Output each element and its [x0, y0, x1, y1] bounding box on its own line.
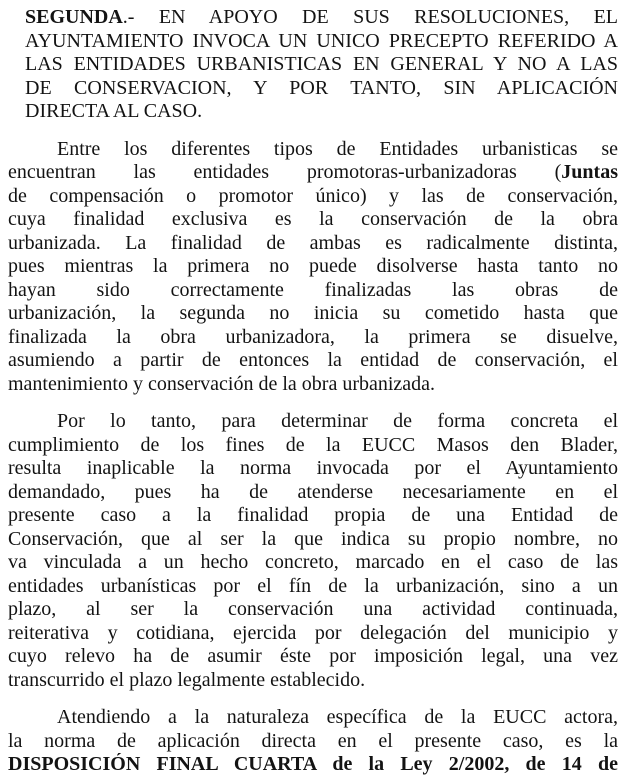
text-segment: plazo, al ser la conservación una actividad continuada,: [8, 598, 618, 620]
text-segment: .- EN APOYO DE SUS RESOLUCIONES, EL: [122, 6, 618, 28]
text-line: [8, 410, 618, 434]
text-line: [8, 255, 618, 279]
text-line: [8, 730, 618, 754]
text-line: [8, 279, 618, 303]
paragraph-por-lo-tanto: [8, 410, 618, 692]
text-segment: resulta inaplicable la norma invocada por el Ayuntamiento: [8, 457, 618, 479]
text-segment: urbanizada. La finalidad de ambas es radicalmente distinta,: [8, 231, 618, 254]
paragraph-entre-los-diferentes: [8, 138, 618, 397]
text-line: [8, 349, 618, 373]
text-segment: DIRECTA AL CASO.: [25, 100, 203, 122]
bold-text-segment: SEGUNDA: [25, 6, 123, 28]
text-line: [8, 161, 618, 185]
text-segment: AYUNTAMIENTO INVOCA UN UNICO PRECEPTO REFERIDO A: [25, 29, 618, 52]
text-line: [8, 326, 618, 350]
text-segment: presente caso a la finalidad propia de una Entidad de: [8, 504, 618, 526]
text-segment: asumiendo a partir de entonces la entidad de conservación, el: [8, 349, 618, 371]
bold-text-segment: DISPOSICIÓN FINAL CUARTA de la Ley 2/2002, de 14 de: [8, 753, 618, 775]
text-line: [8, 575, 618, 599]
text-line: [8, 645, 618, 669]
text-line: [8, 622, 618, 646]
text-line: [8, 208, 618, 232]
text-line: [8, 753, 618, 775]
text-line: [8, 481, 618, 505]
text-line: [8, 504, 618, 528]
text-line: [8, 528, 618, 552]
text-line: [25, 53, 618, 77]
text-line: [8, 669, 618, 693]
text-segment: encuentran las entidades promotoras-urbanizadoras (: [8, 161, 562, 183]
text-line: [25, 6, 618, 30]
text-segment: cuya finalidad exclusiva es la conservación de la obra: [8, 208, 618, 230]
bold-text-segment: Juntas: [561, 161, 618, 183]
text-segment: pues mientras la primera no puede disolverse hasta tanto no: [8, 255, 618, 277]
text-segment: Conservación, que al ser la que indica su propio nombre, no: [8, 527, 618, 550]
text-segment: cuyo relevo ha de asumir éste por imposición legal, una vez: [8, 645, 618, 667]
text-line: [8, 185, 618, 209]
text-segment: va vinculada a un hecho concreto, marcado en el caso de las: [8, 551, 618, 573]
text-segment: entidades urbanísticas por el fín de la urbanización, sino a un: [8, 574, 618, 597]
text-segment: demandado, pues ha de atenderse necesariamente en el: [8, 480, 618, 503]
text-segment: Entre los diferentes tipos de Entidades urbanisticas se: [57, 137, 618, 160]
text-line: [8, 551, 618, 575]
text-line: [8, 457, 618, 481]
text-segment: hayan sido correctamente finalizadas las obras de: [8, 278, 618, 301]
text-line: [8, 598, 618, 622]
text-segment: de compensación o promotor único) y las de conservación,: [8, 184, 618, 207]
text-segment: reiterativa y cotidiana, ejercida por delegación del municipio y: [8, 621, 618, 644]
text-segment: mantenimiento y conservación de la obra urbanizada.: [8, 372, 436, 395]
text-line: [25, 77, 618, 101]
paragraph-segunda-heading: [25, 6, 618, 124]
text-line: [25, 30, 618, 54]
text-segment: Atendiendo a la naturaleza específica de la EUCC actora,: [57, 706, 618, 728]
text-segment: finalizada la obra urbanizadora, la primera se disuelve,: [8, 325, 618, 348]
text-line: [8, 232, 618, 256]
paragraph-atendiendo: [8, 706, 618, 775]
text-segment: DE CONSERVACION, Y POR TANTO, SIN APLICACIÓN: [25, 76, 618, 99]
text-line: [8, 706, 618, 730]
text-segment: la norma de aplicación directa en el presente caso, es la: [8, 729, 618, 752]
text-segment: urbanización, la segunda no inicia su cometido hasta que: [8, 302, 618, 324]
text-line: [8, 434, 618, 458]
text-line: [8, 138, 618, 162]
text-segment: LAS ENTIDADES URBANISTICAS EN GENERAL Y NO A LAS: [25, 53, 618, 75]
text-segment: Por lo tanto, para determinar de forma concreta el: [57, 410, 618, 432]
text-line: [25, 100, 618, 124]
text-line: [8, 373, 618, 397]
text-segment: transcurrido el plazo legalmente establecido.: [8, 668, 366, 691]
text-segment: cumplimiento de los fines de la EUCC Masos den Blader,: [8, 433, 618, 456]
text-line: [8, 302, 618, 326]
